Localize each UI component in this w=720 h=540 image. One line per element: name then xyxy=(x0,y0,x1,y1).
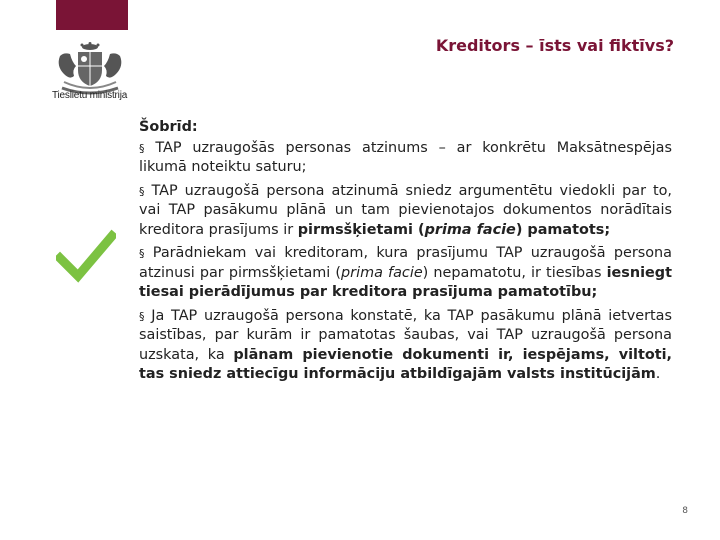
section-heading: Šobrīd: xyxy=(139,119,198,135)
paragraph-text: TAP uzraugošā persona atzinumā sniedz argumentētu viedokli par to, vai TAP pasākumu plānā un tam pievienotajos dokumentos norādītais kreditora prasījums ir xyxy=(139,182,672,238)
paragraph-text: TAP uzraugošās personas atzinums – ar konkrētu Maksātnespējas likumā noteiktu saturu; xyxy=(139,139,672,175)
paragraph-text: prima facie xyxy=(341,264,423,281)
list-item xyxy=(139,307,672,385)
paragraph-list xyxy=(139,139,672,385)
green-checkmark-icon xyxy=(56,228,116,284)
list-item xyxy=(139,182,672,241)
square-bullet-icon: § xyxy=(139,309,145,323)
ministry-label: Tieslietu ministrija xyxy=(52,90,128,101)
content-block xyxy=(139,118,672,389)
square-bullet-icon: § xyxy=(139,184,145,198)
list-item xyxy=(139,139,672,178)
square-bullet-icon: § xyxy=(139,247,145,260)
paragraph-text: Parādniekam vai kreditoram, kura prasījumu TAP uzraugošā persona atzinusi par pirmsšķietami ( xyxy=(139,245,672,281)
paragraph-text: iesniegt tiesai pierādījumus par kreditora prasījuma pamatotību; xyxy=(139,264,672,300)
paragraph-text: plānam pievienotie dokumenti ir, iespējams, viltoti, tas sniedz attiecīgu informāciju atbildīgajām valsts institūcijām xyxy=(139,346,672,382)
square-bullet-icon: § xyxy=(139,141,145,155)
page-number: 8 xyxy=(682,506,688,516)
page-title: Kreditors – īsts vai fiktīvs? xyxy=(435,36,674,55)
paragraph-text: Ja TAP uzraugošā persona konstatē, ka TAP pasākumu plānā ietvertas saistības, par kurām ir pamatotas šaubas, vai TAP uzraugošā persona uzskata, ka xyxy=(139,307,672,363)
brand-bar xyxy=(56,0,128,30)
paragraph-text: prima facie xyxy=(424,221,516,238)
list-item xyxy=(139,244,672,303)
paragraph-text: pirmsšķietami ( xyxy=(297,221,425,238)
paragraph-text: ) pamatots; xyxy=(515,221,611,238)
paragraph-text: . xyxy=(655,366,661,382)
paragraph-text: ) nepamatotu, ir tiesības xyxy=(422,264,607,281)
